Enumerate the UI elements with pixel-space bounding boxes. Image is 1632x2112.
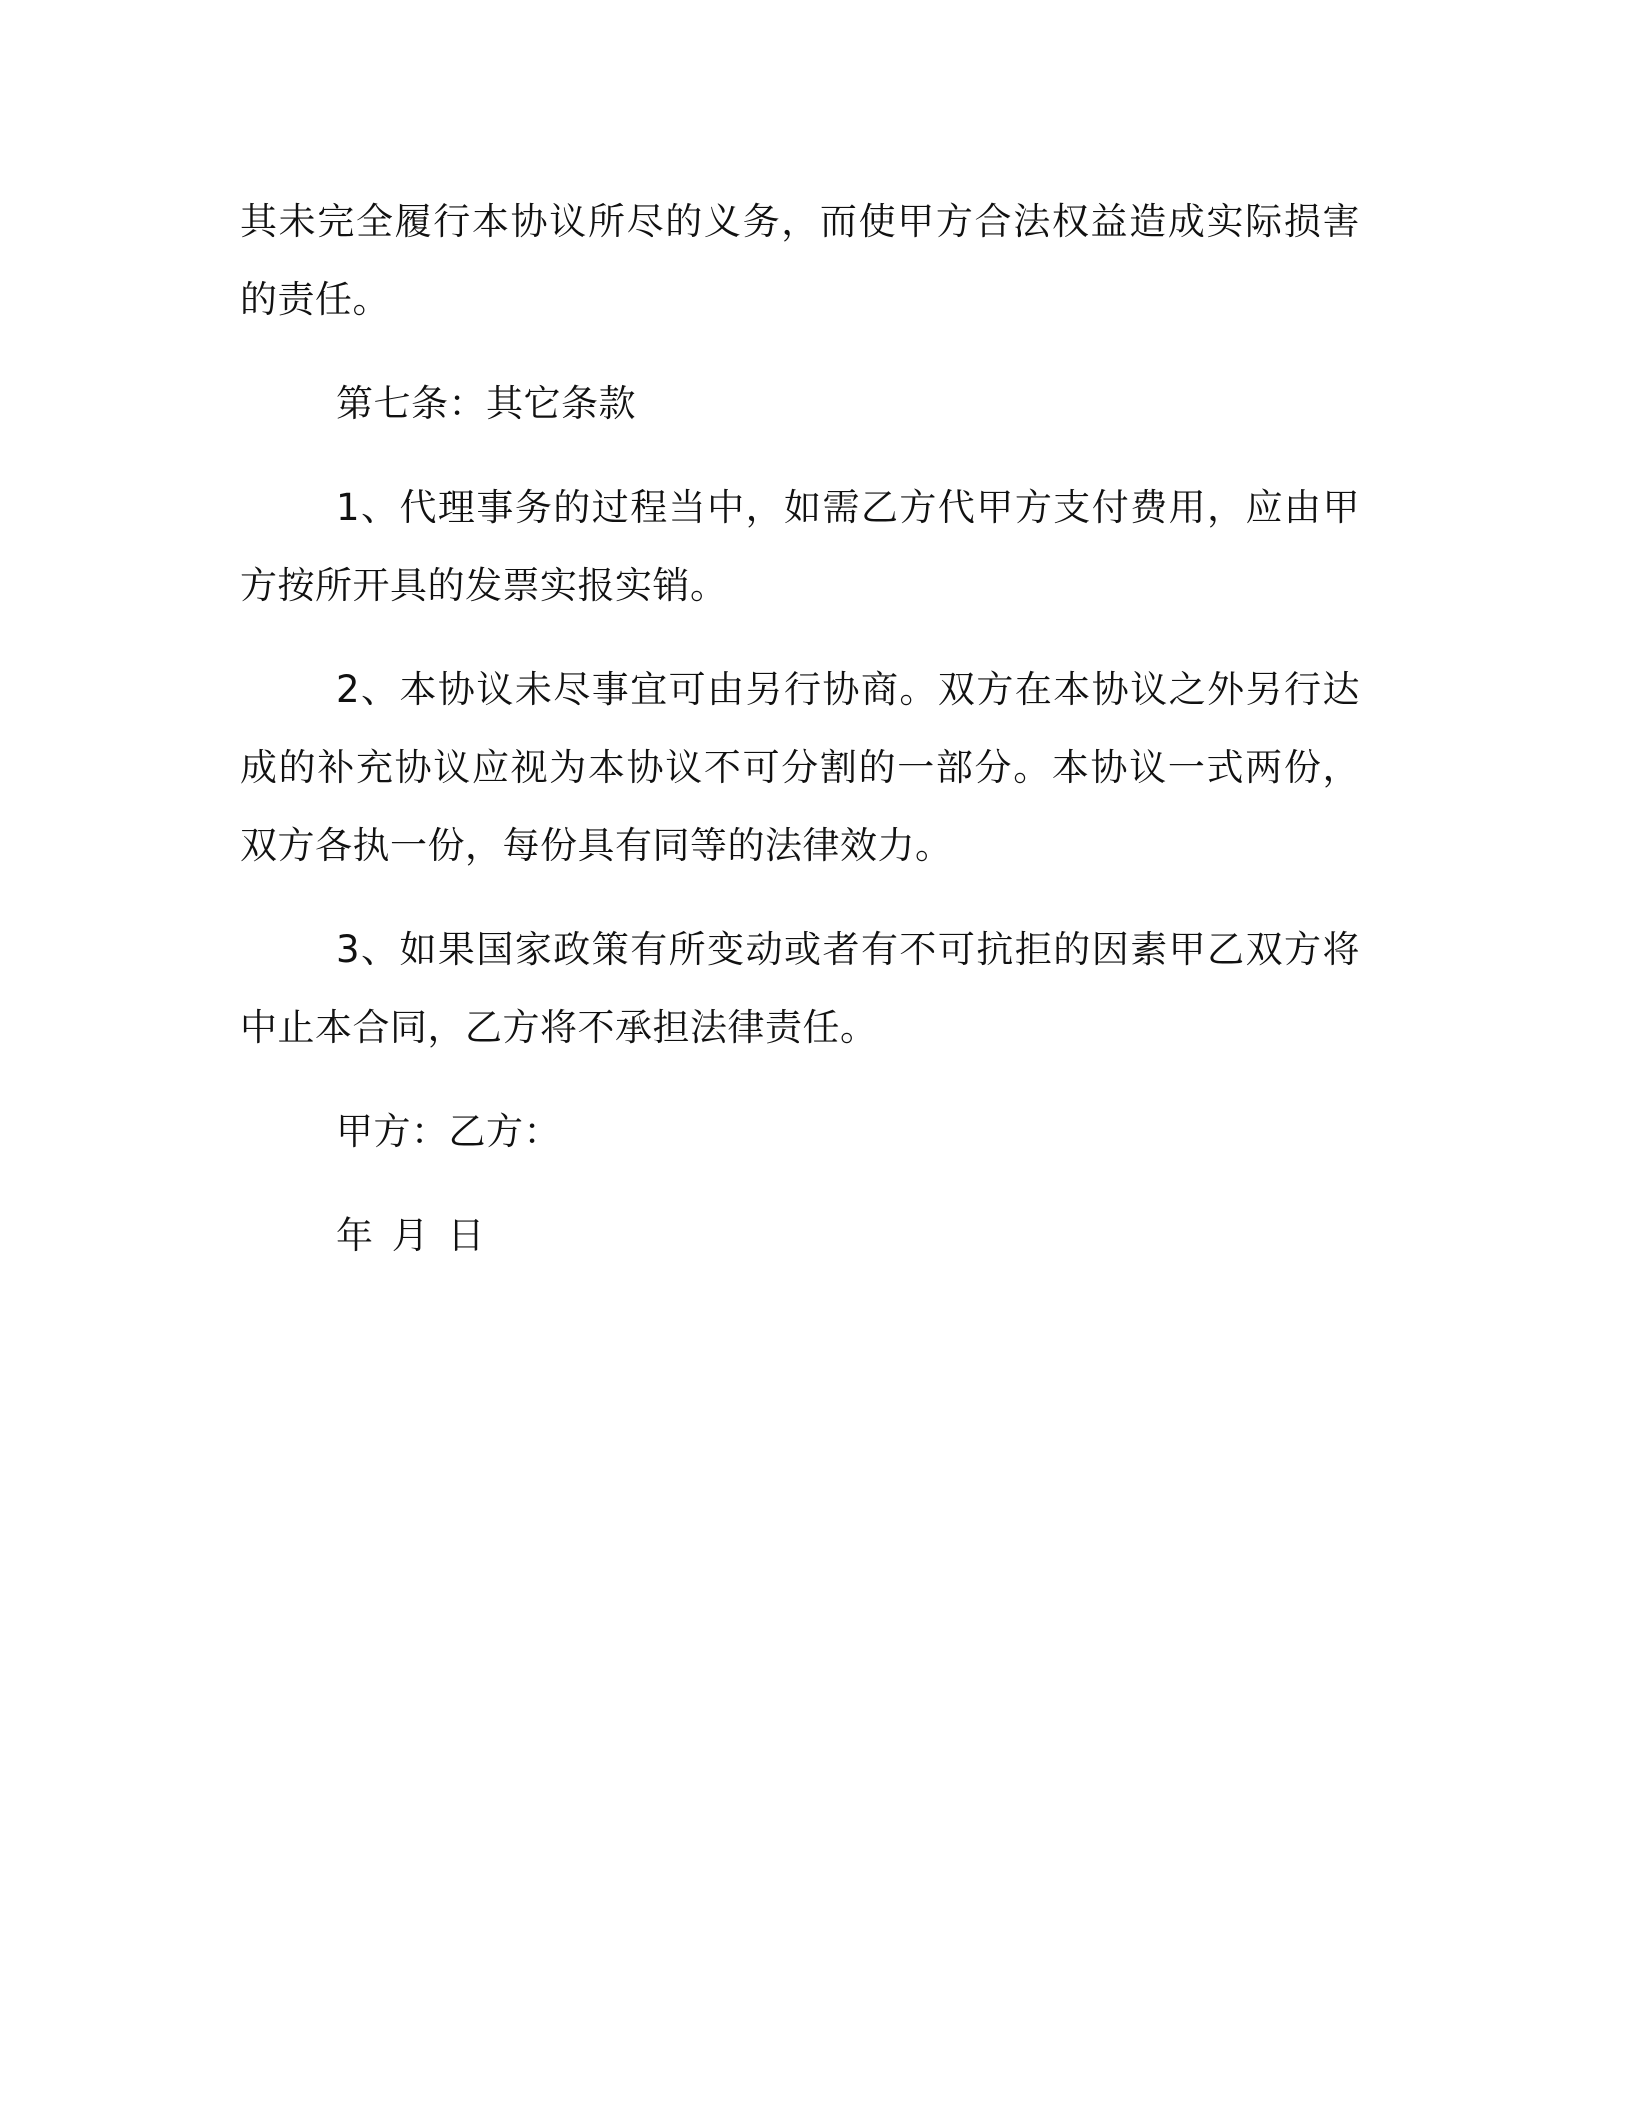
clause-1: 1、代理事务的过程当中，如需乙方代甲方支付费用，应由甲方按所开具的发票实报实销。 <box>240 486 1360 607</box>
signature-line: 甲方：乙方： <box>336 1110 561 1153</box>
clause-3: 3、如果国家政策有所变动或者有不可抗拒的因素甲乙双方将中止本合同，乙方将不承担法律责任。 <box>240 928 1360 1049</box>
paragraph-continuation: 其未完全履行本协议所尽的义务，而使甲方合法权益造成实际损害的责任。 <box>240 200 1360 321</box>
document-body <box>240 183 1360 1301</box>
clause-2: 2、本协议未尽事宜可由另行协商。双方在本协议之外另行达成的补充协议应视为本协议不可分割的一部分。本协议一式两份，双方各执一份，每份具有同等的法律效力。 <box>240 668 1360 867</box>
date-line: 年 月 日 <box>336 1214 486 1257</box>
article-seven-heading: 第七条：其它条款 <box>336 382 636 425</box>
